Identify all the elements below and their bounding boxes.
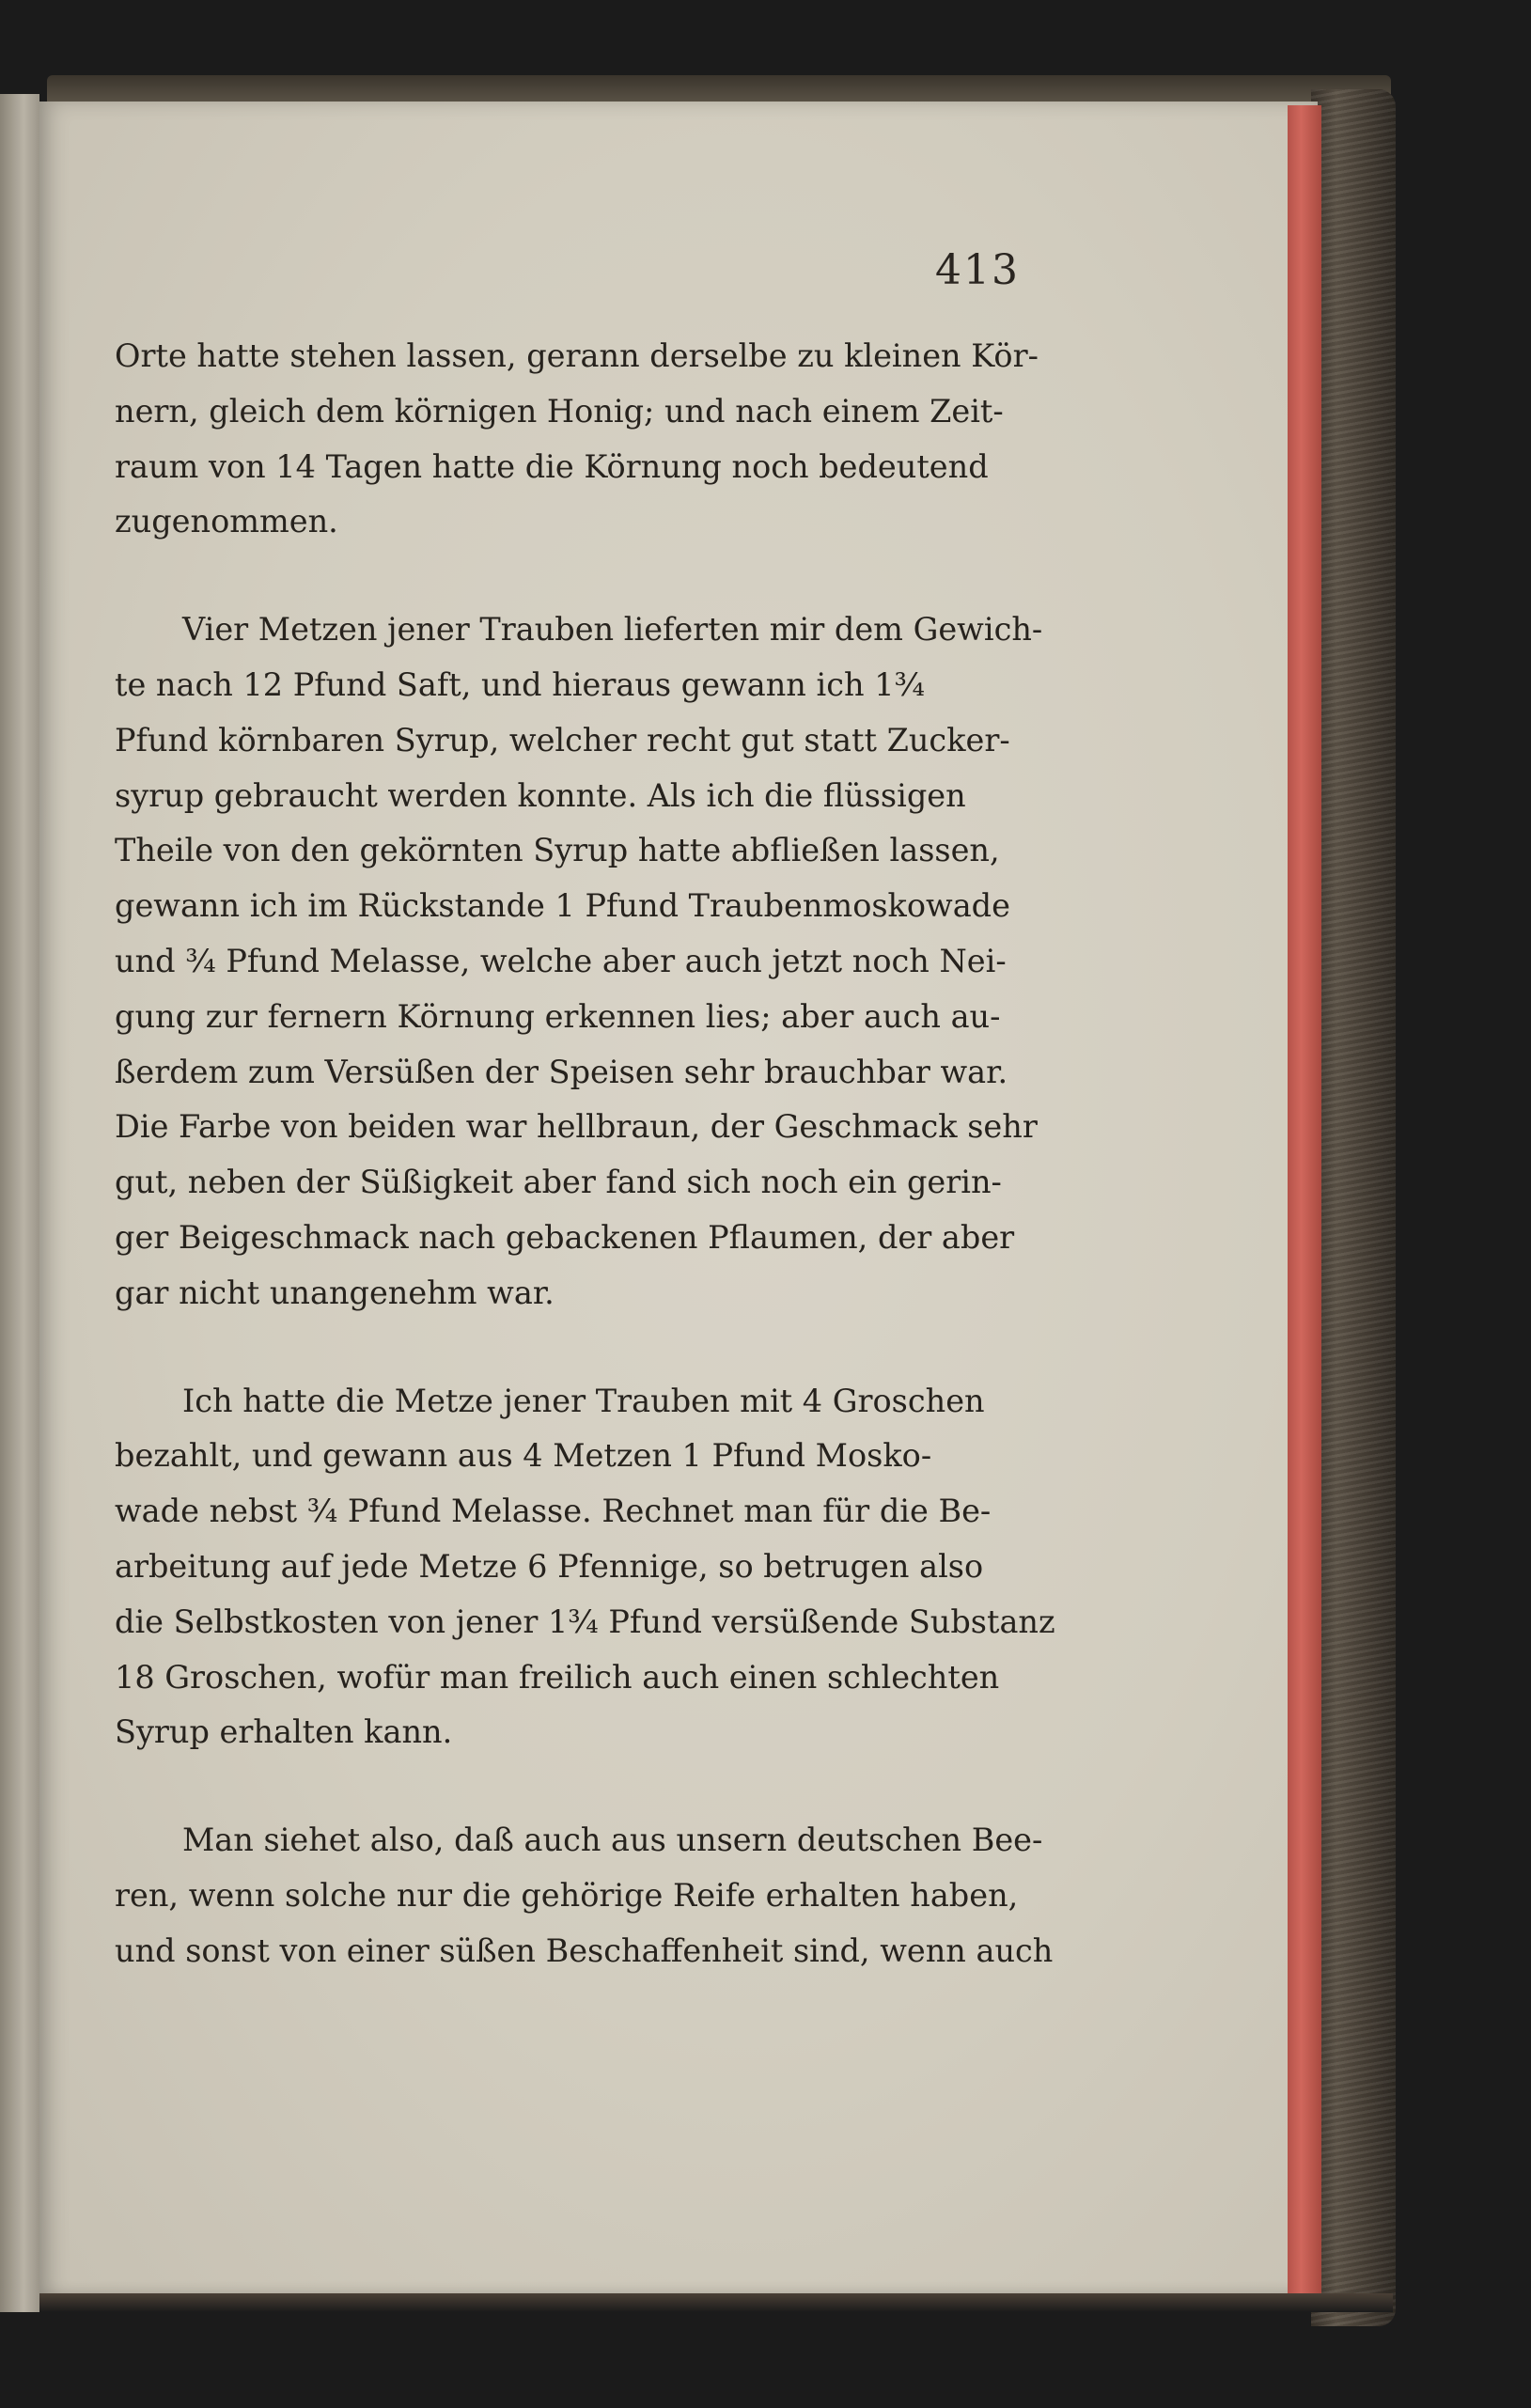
text-line: wade nebst ¾ Pfund Melasse. Rechnet man für die Be- <box>115 1493 992 1530</box>
text-line: bezahlt, und gewann aus 4 Metzen 1 Pfund Mosko- <box>115 1437 932 1475</box>
paragraph-gap <box>115 1760 1036 1813</box>
paragraph-gap <box>115 550 1036 602</box>
text-line: Man siehet also, daß auch aus unsern deutschen Bee- <box>182 1822 1043 1859</box>
body-text <box>115 329 1055 1979</box>
text-line: Vier Metzen jener Trauben lieferten mir dem Gewich- <box>182 611 1043 649</box>
text-line: nern, gleich dem körnigen Honig; und nach einem Zeit- <box>115 392 1004 430</box>
text-line: ren, wenn solche nur die gehörige Reife erhalten haben, <box>115 1876 1019 1914</box>
text-line: Syrup erhalten kann. <box>115 1713 453 1751</box>
paragraph <box>115 1374 1055 1761</box>
book-cover-top-edge <box>47 75 1391 103</box>
text-line: gar nicht unangenehm war. <box>115 1274 555 1311</box>
book-cover <box>1311 89 1396 2326</box>
text-line: Ich hatte die Metze jener Trauben mit 4 Groschen <box>182 1382 985 1419</box>
text-line: Theile von den gekörnten Syrup hatte abfließen lassen, <box>115 832 1000 869</box>
text-line: und ¾ Pfund Melasse, welche aber auch jetzt noch Nei- <box>115 942 1007 979</box>
text-line: gut, neben der Süßigkeit aber fand sich noch ein gerin- <box>115 1164 1002 1201</box>
page-bottom-shadow <box>39 2293 1393 2312</box>
text-line: zugenommen. <box>115 503 338 540</box>
paragraph <box>115 1813 1054 1978</box>
text-line: arbeitung auf jede Metze 6 Pfennige, so betrugen also <box>115 1547 984 1585</box>
text-line: raum von 14 Tagen hatte die Körnung noch bedeutend <box>115 447 989 485</box>
text-line: syrup gebraucht werden konnte. Als ich die flüssigen <box>115 776 966 814</box>
page-number: 413 <box>935 246 1020 294</box>
text-line: te nach 12 Pfund Saft, und hieraus gewann ich 1¾ <box>115 665 925 703</box>
red-page-edge <box>1288 105 1321 2305</box>
paragraph <box>115 602 1043 1321</box>
text-line: Die Farbe von beiden war hellbraun, der Geschmack sehr <box>115 1108 1038 1146</box>
text-line: gung zur fernern Körnung erkennen lies; aber auch au- <box>115 997 1001 1035</box>
text-line: Orte hatte stehen lassen, gerann derselbe zu kleinen Kör- <box>115 337 1039 374</box>
text-line: ßerdem zum Versüßen der Speisen sehr brauchbar war. <box>115 1053 1008 1090</box>
text-line: gewann ich im Rückstande 1 Pfund Traubenmoskowade <box>115 887 1010 925</box>
text-line: ger Beigeschmack nach gebackenen Pflaumen, der aber <box>115 1218 1015 1256</box>
paragraph <box>115 329 1039 550</box>
paragraph-gap <box>115 1321 1036 1374</box>
text-line: und sonst von einer süßen Beschaffenheit sind, wenn auch <box>115 1931 1054 1969</box>
text-line: die Selbstkosten von jener 1¾ Pfund versüßende Substanz <box>115 1603 1055 1640</box>
text-line: 18 Groschen, wofür man freilich auch einen schlechten <box>115 1658 1000 1696</box>
previous-page-edge <box>0 94 39 2312</box>
text-line: Pfund körnbaren Syrup, welcher recht gut statt Zucker- <box>115 721 1010 758</box>
